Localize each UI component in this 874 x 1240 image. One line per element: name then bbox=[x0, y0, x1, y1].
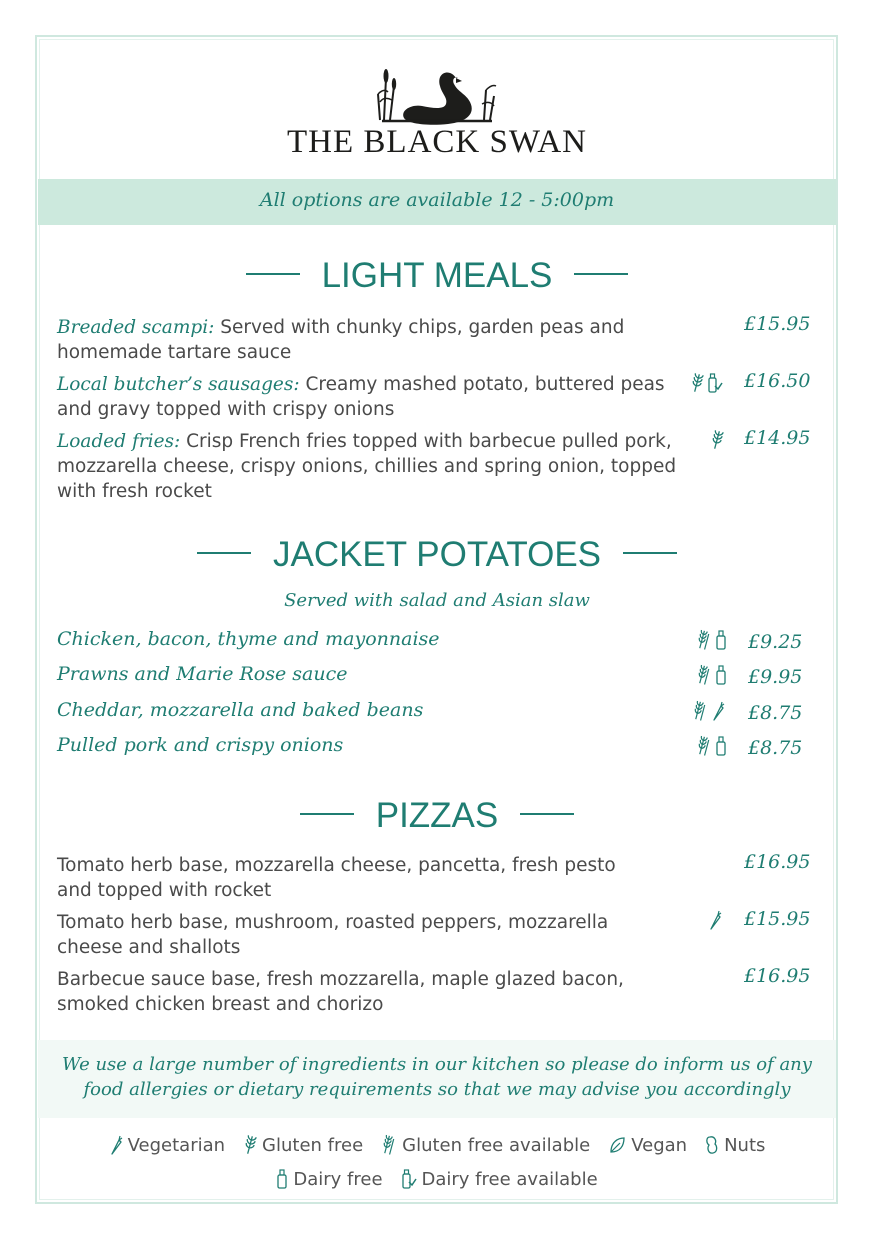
menu-item bbox=[57, 372, 677, 422]
dairy-free-icon bbox=[276, 1168, 288, 1190]
gluten-free-icon bbox=[243, 1134, 257, 1156]
item-price: £15.95 bbox=[744, 313, 811, 335]
brand-logo bbox=[0, 64, 874, 126]
title-rule-left bbox=[246, 273, 300, 275]
nuts-icon bbox=[705, 1134, 719, 1156]
legend-item-vegetarian bbox=[109, 1134, 225, 1156]
vegetarian-icon bbox=[109, 1134, 123, 1156]
item-price: £16.50 bbox=[744, 370, 811, 392]
legend-item-gluten-free bbox=[243, 1134, 363, 1156]
legend-label: Vegan bbox=[631, 1134, 688, 1156]
black-swan-icon bbox=[372, 64, 502, 126]
gluten-free-available-icon bbox=[692, 700, 708, 722]
legend-item-dairy-free-available bbox=[401, 1168, 598, 1190]
dairy-free-icon bbox=[715, 735, 727, 757]
section-title-text: PIZZAS bbox=[375, 796, 499, 835]
title-rule-left bbox=[300, 813, 354, 815]
item-description: Tomato herb base, mozzarella cheese, pancetta, fresh pesto and topped with rocket bbox=[57, 855, 616, 901]
item-name: Breaded scampi: bbox=[57, 317, 215, 338]
gluten-free-available-icon bbox=[696, 735, 712, 757]
gluten-free-icon bbox=[710, 429, 724, 451]
item-description: Creamy mashed potato, buttered peas and gravy topped with crispy onions bbox=[57, 374, 665, 420]
allergy-notice: We use a large number of ingredients in our kitchen so please do inform us of any food allergies or dietary requirements so that we may advise you accordingly bbox=[62, 1054, 812, 1100]
menu-item bbox=[57, 910, 617, 960]
item-price: £16.95 bbox=[744, 851, 811, 873]
dietary-icons bbox=[696, 664, 727, 686]
dietary-icons bbox=[690, 372, 723, 394]
legend-label: Gluten free bbox=[262, 1134, 364, 1156]
item-price: £8.75 bbox=[748, 702, 803, 724]
vegetarian-icon bbox=[708, 909, 722, 931]
menu-item bbox=[57, 315, 677, 365]
availability-text: All options are available 12 - 5:00pm bbox=[259, 189, 615, 211]
item-name: Prawns and Marie Rose sauce bbox=[57, 663, 348, 685]
item-description: Barbecue sauce base, fresh mozzarella, maple glazed bacon, smoked chicken breast and chorizo bbox=[57, 969, 624, 1015]
item-price: £8.75 bbox=[748, 737, 803, 759]
legend-item-dairy-free bbox=[276, 1168, 382, 1190]
gluten-free-icon bbox=[690, 372, 704, 394]
section-title-jacket-potatoes bbox=[0, 535, 874, 575]
dietary-legend-row-2 bbox=[0, 1168, 874, 1190]
gluten-free-available-icon bbox=[696, 629, 712, 651]
legend-label: Vegetarian bbox=[127, 1134, 226, 1156]
dietary-icons bbox=[696, 735, 727, 757]
section-title-pizzas bbox=[0, 796, 874, 836]
gluten-free-available-icon bbox=[696, 664, 712, 686]
legend-label: Dairy free available bbox=[421, 1168, 598, 1190]
title-rule-right bbox=[520, 813, 574, 815]
item-name: Chicken, bacon, thyme and mayonnaise bbox=[57, 628, 440, 650]
vegetarian-icon bbox=[711, 700, 725, 722]
item-description: Served with chunky chips, garden peas and homemade tartare sauce bbox=[57, 317, 625, 363]
item-price: £15.95 bbox=[744, 908, 811, 930]
dairy-free-icon bbox=[715, 664, 727, 686]
dietary-legend bbox=[0, 1134, 874, 1156]
section-title-text: LIGHT MEALS bbox=[321, 256, 553, 295]
item-price: £9.95 bbox=[748, 666, 803, 688]
legend-item-vegan bbox=[608, 1134, 687, 1156]
dietary-icons bbox=[696, 629, 727, 651]
brand-name: THE BLACK SWAN bbox=[287, 124, 587, 160]
item-price: £9.25 bbox=[748, 631, 803, 653]
item-price: £14.95 bbox=[744, 427, 811, 449]
item-description: Tomato herb base, mushroom, roasted peppers, mozzarella cheese and shallots bbox=[57, 912, 609, 958]
menu-item bbox=[57, 429, 677, 504]
legend-item-nuts bbox=[705, 1134, 765, 1156]
menu-item bbox=[57, 853, 647, 903]
item-name: Loaded fries: bbox=[57, 431, 181, 452]
legend-label: Nuts bbox=[724, 1134, 766, 1156]
legend-label: Gluten free available bbox=[402, 1134, 591, 1156]
item-description: Crisp French fries topped with barbecue pulled pork, mozzarella cheese, crispy onions, chillies and spring onion, topped with fresh rocket bbox=[57, 431, 677, 502]
item-name: Pulled pork and crispy onions bbox=[57, 734, 344, 756]
title-rule-right bbox=[574, 273, 628, 275]
dairy-free-icon bbox=[715, 629, 727, 651]
item-price: £16.95 bbox=[744, 965, 811, 987]
dietary-icons bbox=[710, 429, 724, 451]
dairy-free-available-icon bbox=[707, 372, 723, 394]
legend-label: Dairy free bbox=[293, 1168, 383, 1190]
title-rule-left bbox=[197, 552, 251, 554]
dairy-free-available-icon bbox=[401, 1168, 417, 1190]
dietary-icons bbox=[708, 909, 722, 931]
vegan-icon bbox=[608, 1134, 626, 1156]
title-rule-right bbox=[623, 552, 677, 554]
section-subtitle: Served with salad and Asian slaw bbox=[284, 590, 590, 611]
section-title-text: JACKET POTATOES bbox=[272, 535, 602, 574]
item-name: Cheddar, mozzarella and baked beans bbox=[57, 699, 424, 721]
menu-item bbox=[57, 967, 647, 1017]
legend-item-gluten-free-available bbox=[381, 1134, 590, 1156]
gluten-free-available-icon bbox=[381, 1134, 397, 1156]
item-name: Local butcher’s sausages: bbox=[57, 374, 300, 395]
section-title-light-meals bbox=[0, 256, 874, 296]
dietary-icons bbox=[692, 700, 725, 722]
